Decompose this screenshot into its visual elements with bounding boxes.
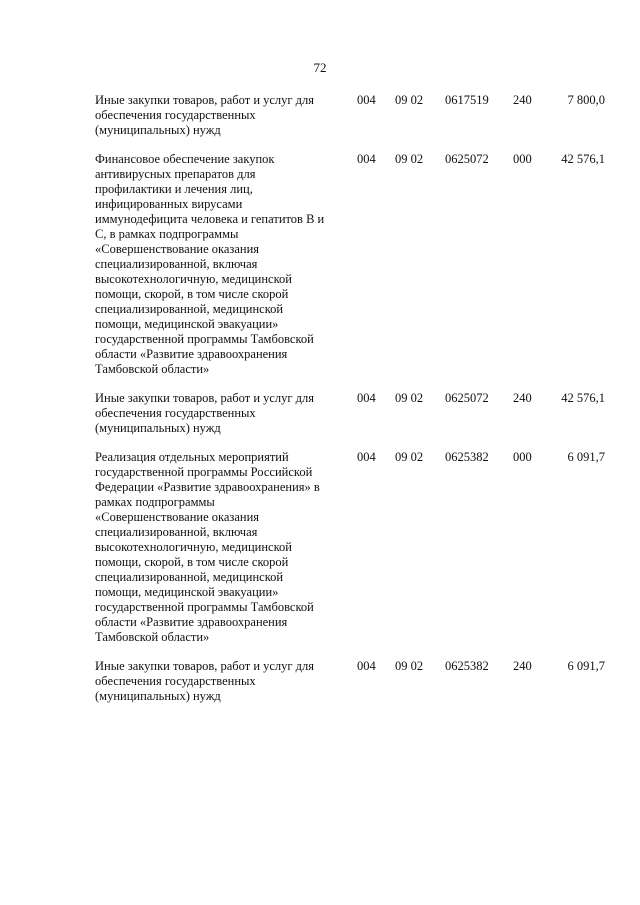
department-code: 004 (357, 659, 376, 673)
expense-type-code: 000 (513, 152, 532, 166)
row-name: Иные закупки товаров, работ и услуг для обеспечения государственных (муниципальных) нужд (95, 391, 315, 435)
section-code: 09 02 (395, 450, 424, 464)
row-name: Иные закупки товаров, работ и услуг для обеспечения государственных (муниципальных) нужд (95, 659, 315, 703)
table-row (95, 152, 605, 377)
section-code: 09 02 (395, 391, 424, 405)
row-name: Иные закупки товаров, работ и услуг для обеспечения государственных (муниципальных) нужд (95, 93, 315, 137)
page-number: 72 (313, 60, 327, 75)
table-row (95, 450, 605, 645)
target-article-code: 0625072 (445, 391, 489, 405)
section-code: 09 02 (395, 659, 424, 673)
department-code: 004 (357, 152, 376, 166)
section-code: 09 02 (395, 93, 424, 107)
target-article-code: 0625382 (445, 659, 489, 673)
target-article-code: 0617519 (445, 93, 489, 107)
row-name: Реализация отдельных мероприятий государственной программы Российской Федерации «Развитие здравоохранения» в рамках подпрограммы «Совершенствование оказания специализированной, включая высокотехнологичную, медицинской помощи, скорой, в том числе скорой специализированной, медицинской помощи, медицинской эвакуации» государственной программы Тамбовской области «Развитие здравоохранения Тамбовской области» (95, 450, 320, 644)
target-article-code: 0625382 (445, 450, 489, 464)
department-code: 004 (357, 93, 376, 107)
department-code: 004 (357, 391, 376, 405)
department-code: 004 (357, 450, 376, 464)
table-row (95, 391, 605, 436)
target-article-code: 0625072 (445, 152, 489, 166)
amount: 42 576,1 (561, 152, 605, 166)
amount: 6 091,7 (567, 659, 605, 673)
expense-type-code: 240 (513, 391, 532, 405)
budget-table (95, 93, 605, 718)
expense-type-code: 000 (513, 450, 532, 464)
row-name: Финансовое обеспечение закупок антивирусных препаратов для профилактики и лечения лиц, инфицированных вирусами иммунодефицита человека и гепатитов B и C, в рамках подпрограммы «Совершенствование оказания специализированной, включая высокотехнологичную, медицинской помощи, скорой, в том числе скорой специализированной, медицинской помощи, медицинской эвакуации» государственной программы Тамбовской области «Развитие здравоохранения Тамбовской области» (95, 152, 325, 376)
section-code: 09 02 (395, 152, 424, 166)
amount: 6 091,7 (567, 450, 605, 464)
table-row (95, 659, 605, 704)
amount: 7 800,0 (567, 93, 605, 107)
expense-type-code: 240 (513, 93, 532, 107)
expense-type-code: 240 (513, 659, 532, 673)
table-row (95, 93, 605, 138)
amount: 42 576,1 (561, 391, 605, 405)
